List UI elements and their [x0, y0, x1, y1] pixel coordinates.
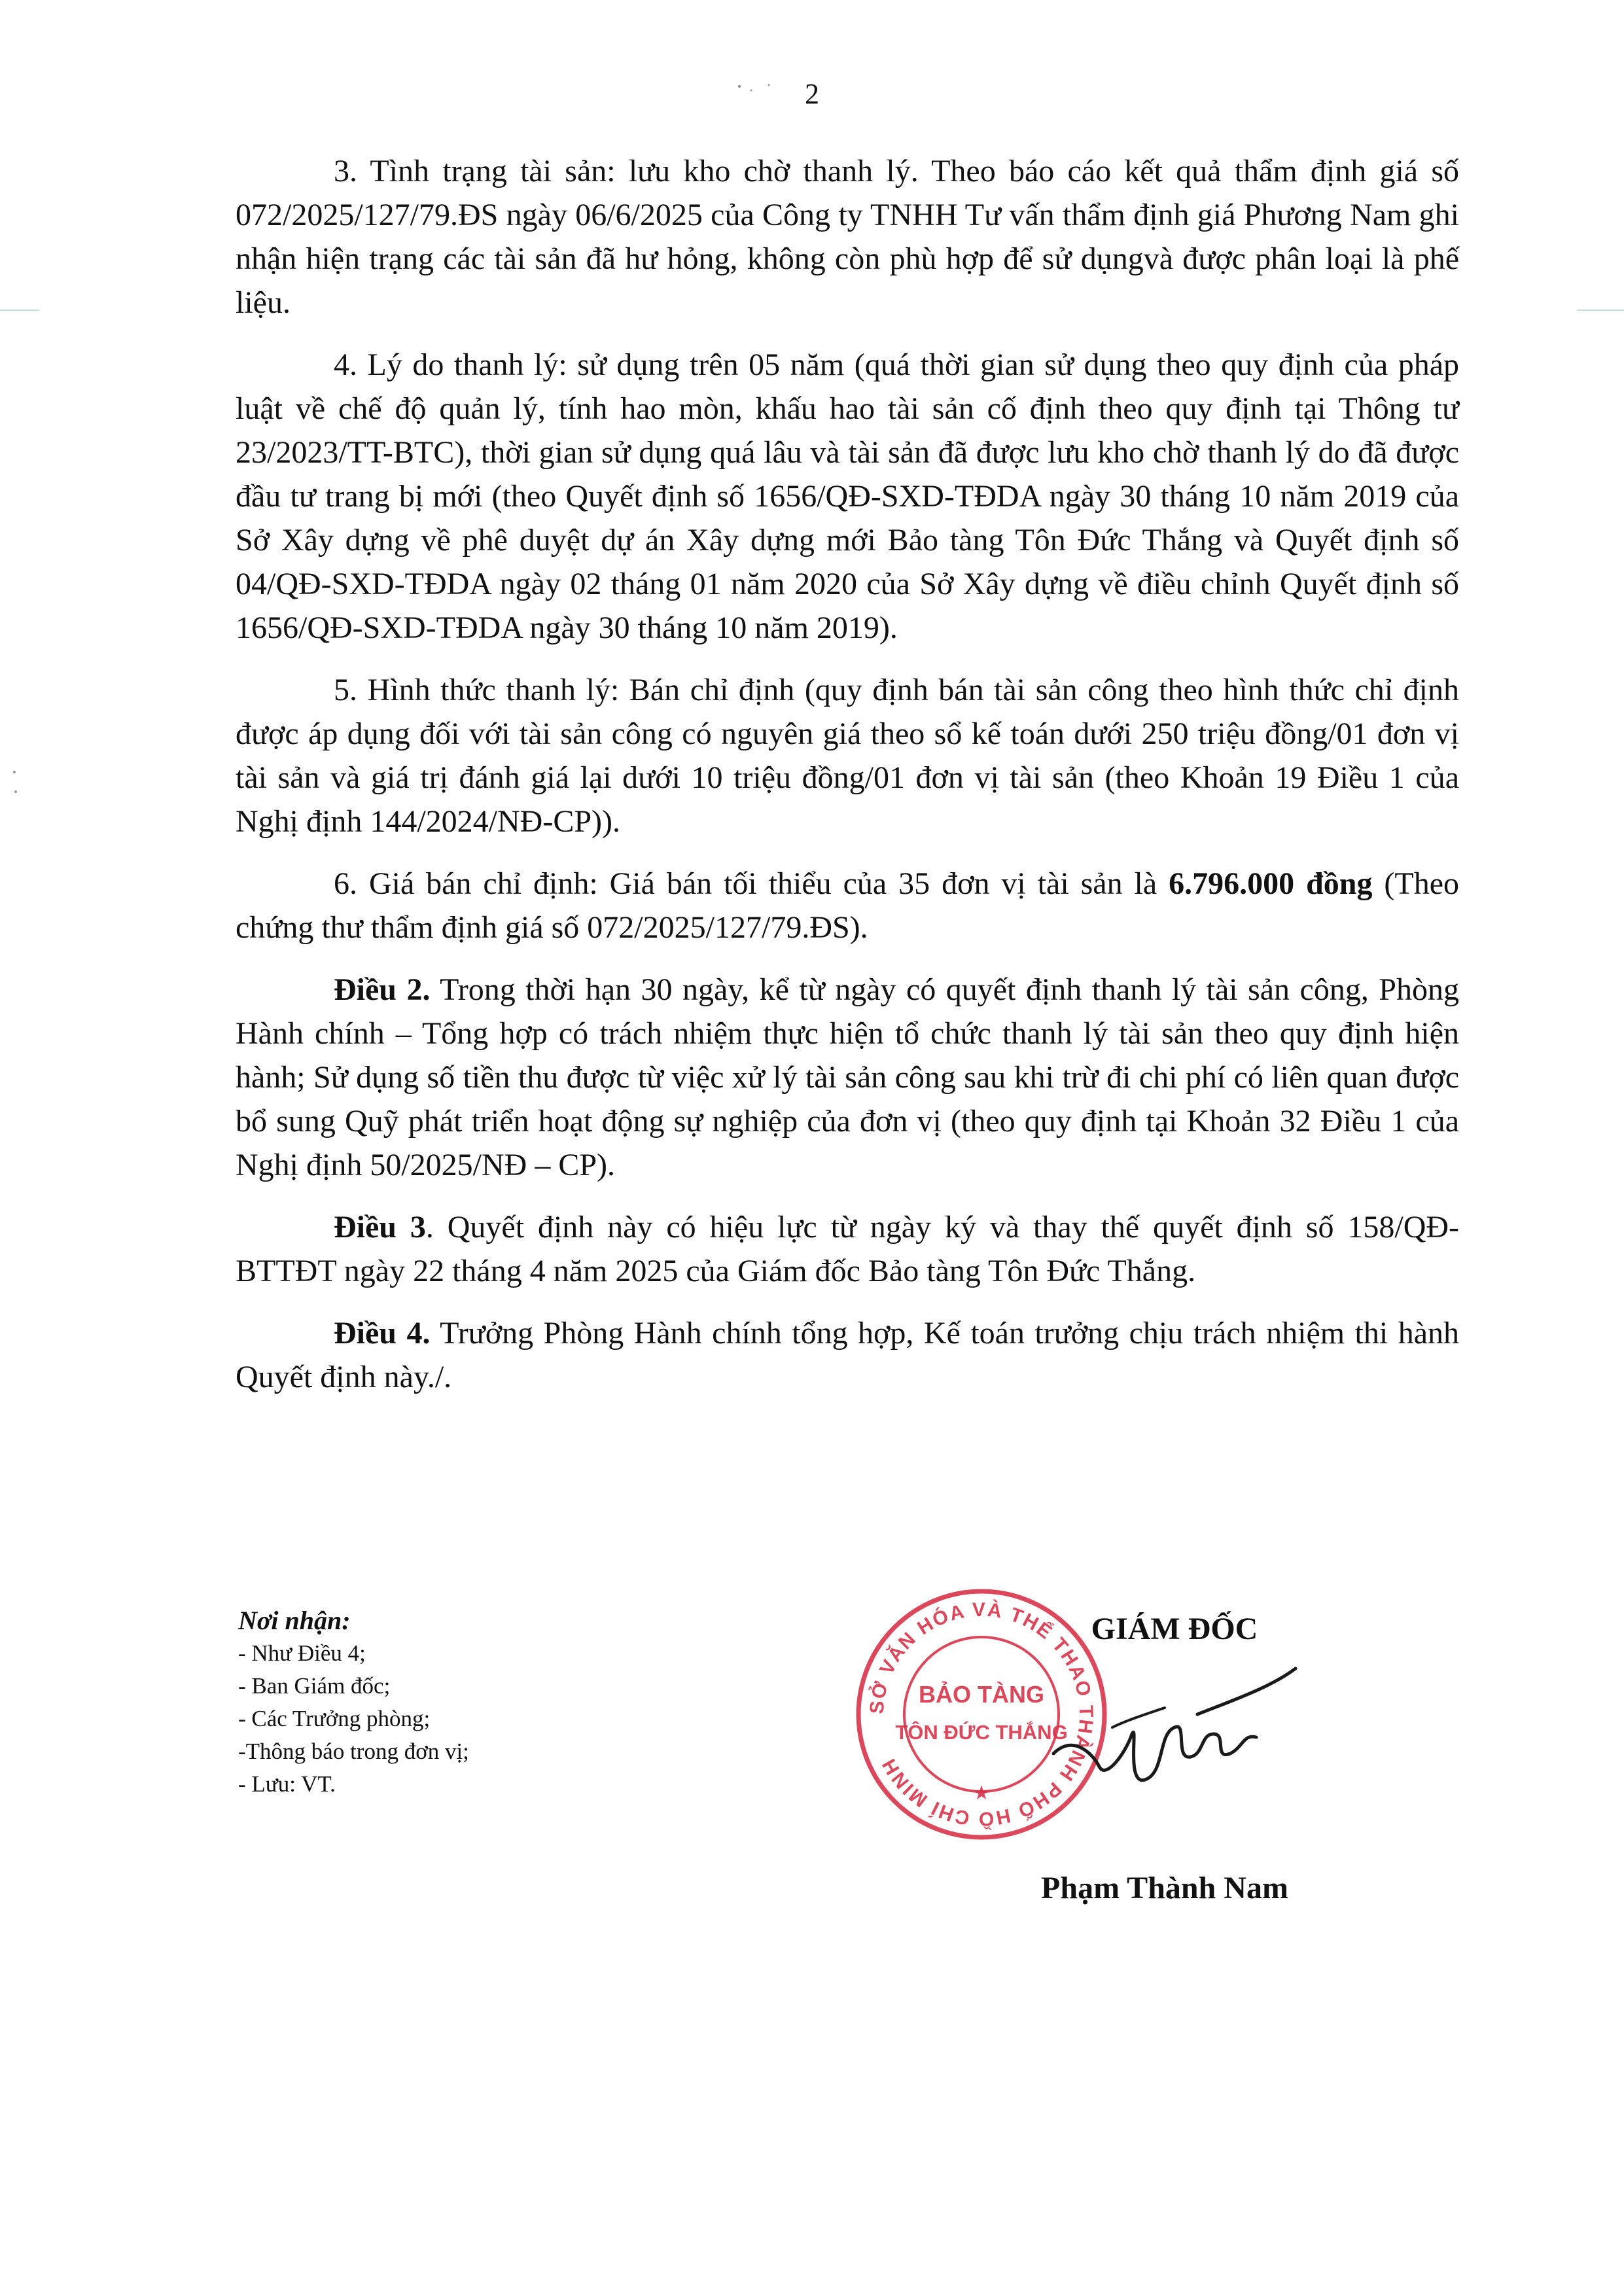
paragraph-liquidation-reason: 4. Lý do thanh lý: sử dụng trên 05 năm (quá thời gian sử dụng theo quy định của pháp luật về chế độ quản lý, tính hao mòn, khấu hao tài sản cố định theo quy định tại Thông tư 23/2023/TT-BTC), thời gian sử dụng quá lâu và tài sản đã được lưu kho chờ thanh lý do đã được đầu tư trang bị mới (theo Quyết định số 1656/QĐ-SXD-TĐDA ngày 30 tháng 10 năm 2019 của Sở Xây dựng về phê duyệt dự án Xây dựng mới Bảo tàng Tôn Đức Thắng và Quyết định số 04/QĐ-SXD-TĐDA ngày 02 tháng 01 năm 2020 của Sở Xây dựng về điều chỉnh Quyết định số 1656/QĐ-SXD-TĐDA ngày 30 tháng 10 năm 2019). — [236, 347, 1459, 645]
scan-line-mark — [0, 301, 46, 321]
stamp-line-1: BẢO TÀNG — [919, 1681, 1044, 1708]
page-number: 2 — [805, 78, 819, 110]
recipients-block — [238, 1604, 696, 1801]
paragraph-asset-condition: 3. Tình trạng tài sản: lưu kho chờ thanh lý. Theo báo cáo kết quả thẩm định giá số 072/2025/127/79.ĐS ngày 06/6/2025 của Công ty TNHH Tư vấn thẩm định giá Phương Nam ghi nhận hiện trạng các tài sản đã hư hỏng, không còn phù hợp để sử dụngvà được phân loại là phế liệu. — [236, 154, 1459, 320]
signer-name: Phạm Thành Nam — [1041, 1871, 1288, 1905]
paragraph-designated-price: 6. Giá bán chỉ định: Giá bán tối thiểu của 35 đơn vị tài sản là 6.796.000 đồng (Theo chứng thư thẩm định giá số 072/2025/127/79.ĐS). — [236, 866, 1460, 945]
scan-speck — [733, 79, 785, 98]
signer-title: GIÁM ĐỐC — [1091, 1612, 1258, 1646]
recipients-title: Nơi nhận: — [238, 1606, 351, 1635]
recipient-item: -Thông báo trong đơn vị; — [238, 1739, 469, 1764]
recipient-item: - Các Trưởng phòng; — [238, 1706, 431, 1731]
stamp-line-2: TÔN ĐỨC THẮNG — [895, 1721, 1068, 1744]
paragraph-article-4: Điều 4. Trưởng Phòng Hành chính tổng hợp, Kế toán trưởng chịu trách nhiệm thi hành Quyết định này./. — [236, 1316, 1459, 1394]
scan-speck — [7, 766, 26, 805]
handwritten-signature — [1034, 1655, 1309, 1806]
recipient-item: - Như Điều 4; — [238, 1640, 366, 1666]
decision-body — [236, 149, 1459, 1417]
stamp-ring-text: SỞ VĂN HÓA VÀ THỂ THAO THÀNH PHỐ HỒ CHÍ MINH — [866, 1598, 1097, 1830]
recipient-item: - Lưu: VT. — [238, 1771, 336, 1797]
paragraph-article-2: Điều 2. Trong thời hạn 30 ngày, kể từ ngày có quyết định thanh lý tài sản công, Phòng Hành chính – Tổng hợp có trách nhiệm thực hiện tổ chức thanh lý tài sản theo quy định hiện hành; Sử dụng số tiền thu được từ việc xử lý tài sản công sau khi trừ đi chi phí có liên quan được bổ sung Quỹ phát triển hoạt động sự nghiệp của đơn vị (theo quy định tại Khoản 32 Điều 1 của Nghị định 50/2025/NĐ – CP). — [236, 972, 1460, 1182]
recipient-item: - Ban Giám đốc; — [238, 1673, 391, 1699]
stamp-star-icon: ★ — [972, 1782, 991, 1805]
scan-line-mark — [1570, 301, 1624, 321]
paragraph-liquidation-form: 5. Hình thức thanh lý: Bán chỉ định (quy định bán tài sản công theo hình thức chỉ định được áp dụng đối với tài sản công có nguyên giá theo sổ kế toán dưới 250 triệu đồng/01 đơn vị tài sản và giá trị đánh giá lại dưới 10 triệu đồng/01 đơn vị tài sản (theo Khoản 19 Điều 1 của Nghị định 144/2024/NĐ-CP)). — [236, 673, 1459, 839]
paragraph-article-3: Điều 3. Quyết định này có hiệu lực từ ngày ký và thay thế quyết định số 158/QĐ-BTTĐT ngày 22 tháng 4 năm 2025 của Giám đốc Bảo tàng Tôn Đức Thắng. — [236, 1210, 1460, 1288]
